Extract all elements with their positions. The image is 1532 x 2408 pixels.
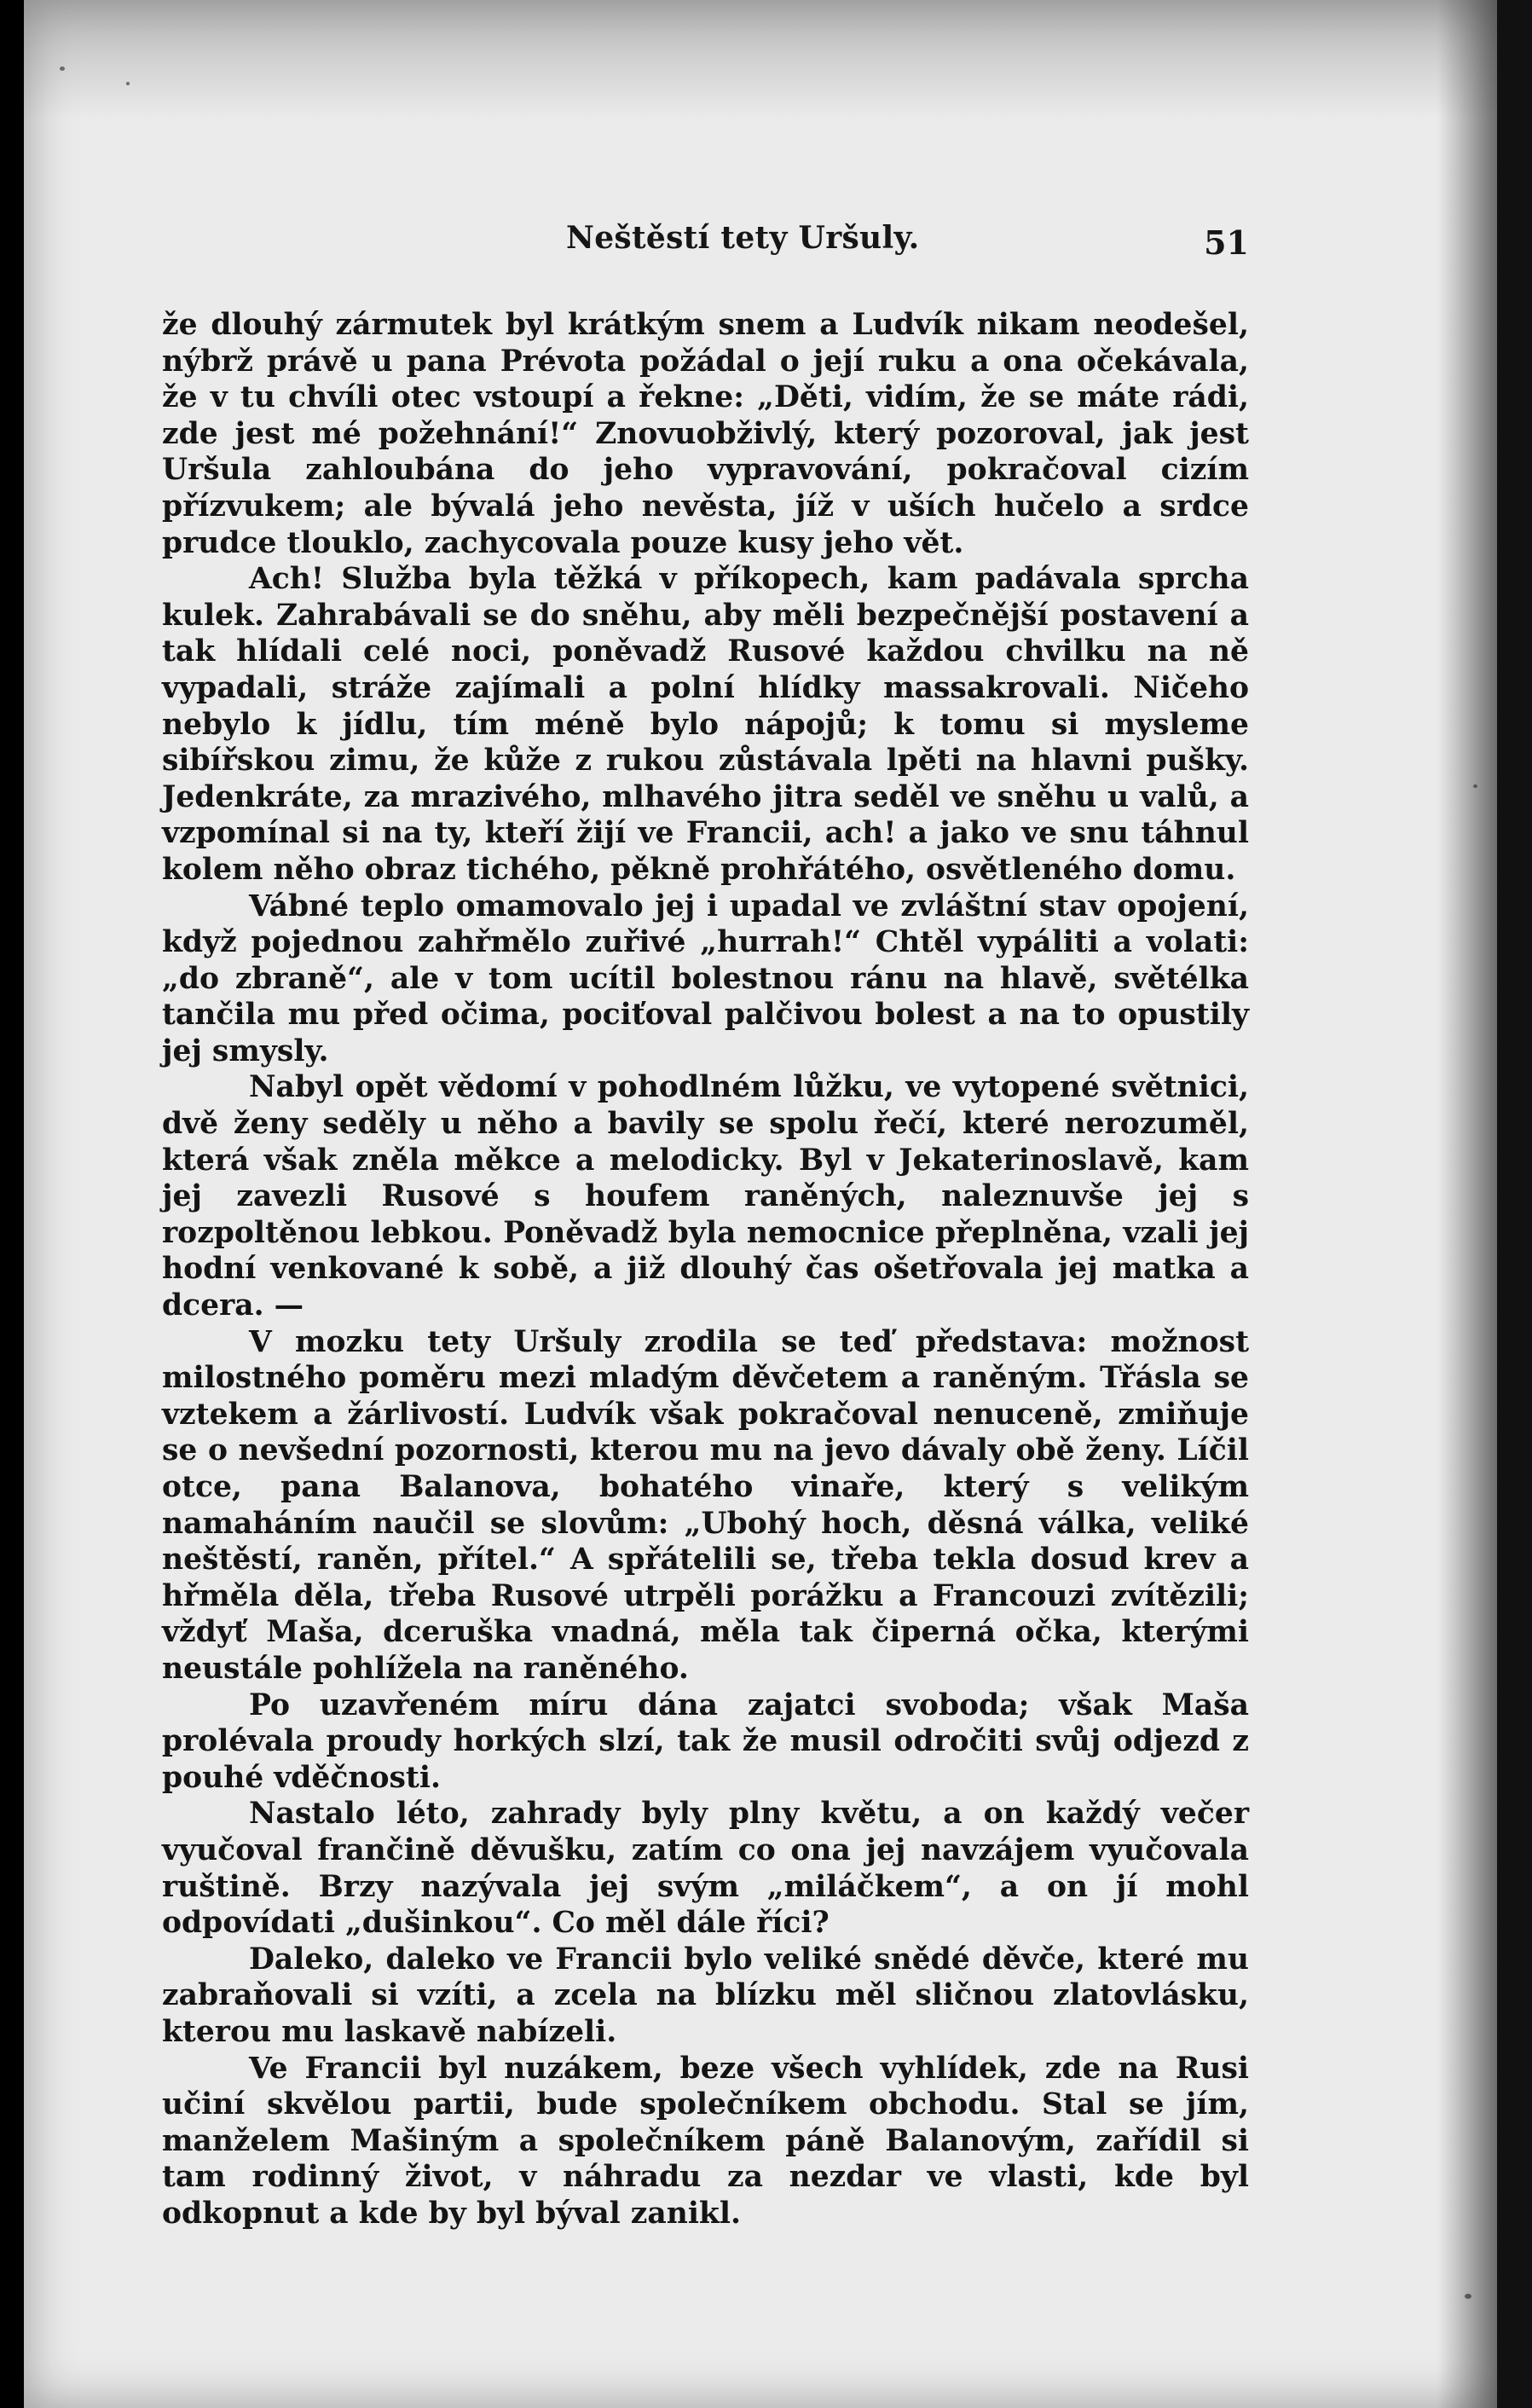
paragraph: Nabyl opět vědomí v pohodlném lůžku, ve vytopené světnici, dvě ženy seděly u něho a bavily se spolu řečí, které nerozuměl, která však zněla měkce a melodicky. Byl v Jekaterinoslavě, kam jej zavezli Rusové s houfem raněných, naleznuvše jej s rozpoltěnou lebkou. Poněvadž byla nemocnice přeplněna, vzali jej hodní venkované k sobě, a již dlouhý čas ošetřovala jej matka a dcera. — (162, 1070, 1249, 1323)
scan-border (1497, 0, 1532, 2408)
running-title: Neštěstí tety Uršuly. (566, 220, 920, 256)
paragraph: Vábné teplo omamovalo jej i upadal ve zvláštní stav opojení, když pojednou zahřmělo zuřivé „hurrah!“ Chtěl vypáliti a volati: „do zbraně“, ale v tom ucítil bolestnou ránu na hlavě, světélka tančila mu před očima, pociťoval palčivou bolest a na to opustily jej smysly. (162, 889, 1249, 1068)
print-speck (126, 82, 130, 85)
print-speck (1473, 784, 1477, 788)
paragraph: Nastalo léto, zahrady byly plny květu, a on každý večer vyučoval frančině děvušku, zatím co ona jej navzájem vyučovala ruštině. Brzy nazývala jej svým „miláčkem“, a on jí mohl odpovídati „dušinkou“. Co měl dále říci? (162, 1797, 1249, 1941)
page-number: 51 (1204, 223, 1249, 262)
paragraph: Ve Francii byl nuzákem, beze všech vyhlídek, zde na Rusi učiní skvělou partii, bude společníkem obchodu. Stal se jím, manželem Mašiným a společníkem páně Balanovým, zařídil si tam rodinný život, v náhradu za nezdar ve vlasti, kde byl odkopnut a kde by byl býval zanikl. (162, 2051, 1249, 2231)
paragraph: Po uzavřeném míru dána zajatci svoboda; však Maša prolévala proudy horkých slzí, tak že musil odročiti svůj odjezd z pouhé vděčnosti. (162, 1687, 1249, 1795)
paragraph: V mozku tety Uršuly zrodila se teď představa: možnost milostného poměru mezi mladým děvčetem a raněným. Třásla se vztekem a žárlivostí. Ludvík však pokračoval nenuceně, zmiňuje se o nevšední pozornosti, kterou mu na jevo dávaly obě ženy. Líčil otce, pana Balanova, bohatého vinaře, který s velikým namaháním naučil se slovům: „Ubohý hoch, děsná válka, veliké neštěstí, raněn, přítel.“ A spřátelili se, třeba tekla dosud krev a hřměla děla, třeba Rusové utrpěli porážku a Francouzi zvítězili; vždyť Maša, dceruška vnadná, měla tak čiperná očka, kterými neustále pohlížela na raněného. (162, 1324, 1249, 1686)
paragraph: Daleko, daleko ve Francii bylo veliké snědé děvče, které mu zabraňovali si vzíti, a zcela na blízku měl sličnou zlatovlásku, kterou mu laskavě nabízeli. (162, 1942, 1249, 2049)
paragraph: Ach! Služba byla těžká v příkopech, kam padávala sprcha kulek. Zahrabávali se do sněhu, aby měli bezpečnější postavení a tak hlídali celé noci, poněvadž Rusové každou chvilku na ně vypadali, stráže zajímali a polní hlídky massakrovali. Ničeho nebylo k jídlu, tím méně bylo nápojů; k tomu si mysleme sibířskou zimu, že kůže z rukou zůstávala lpěti na hlavni pušky. Jedenkráte, za mrazivého, mlhavého jitra seděl ve sněhu u valů, a vzpomínal si na ty, kteří žijí ve Francii, ach! a jako ve snu táhnul kolem něho obraz tichého, pěkně prohřátého, osvětleného domu. (162, 562, 1249, 887)
paragraph: že dlouhý zármutek byl krátkým snem a Ludvík nikam neodešel, nýbrž právě u pana Prévota požádal o její ruku a ona očekávala, že v tu chvíli otec vstoupí a řekne: „Děti, vidím, že se máte rádi, zde jest mé požehnání!“ Znovuobživlý, který pozoroval, jak jest Uršula zahloubána do jeho vypravování, pokračoval cizím přízvukem; ale bývalá jeho nevěsta, jíž v uších hučelo a srdce prudce tlouklo, zachycovala pouze kusy jeho vět. (162, 308, 1249, 560)
text-body (162, 307, 1249, 2231)
print-speck (60, 67, 65, 71)
page-header (162, 220, 1249, 263)
print-speck (1465, 2294, 1471, 2299)
